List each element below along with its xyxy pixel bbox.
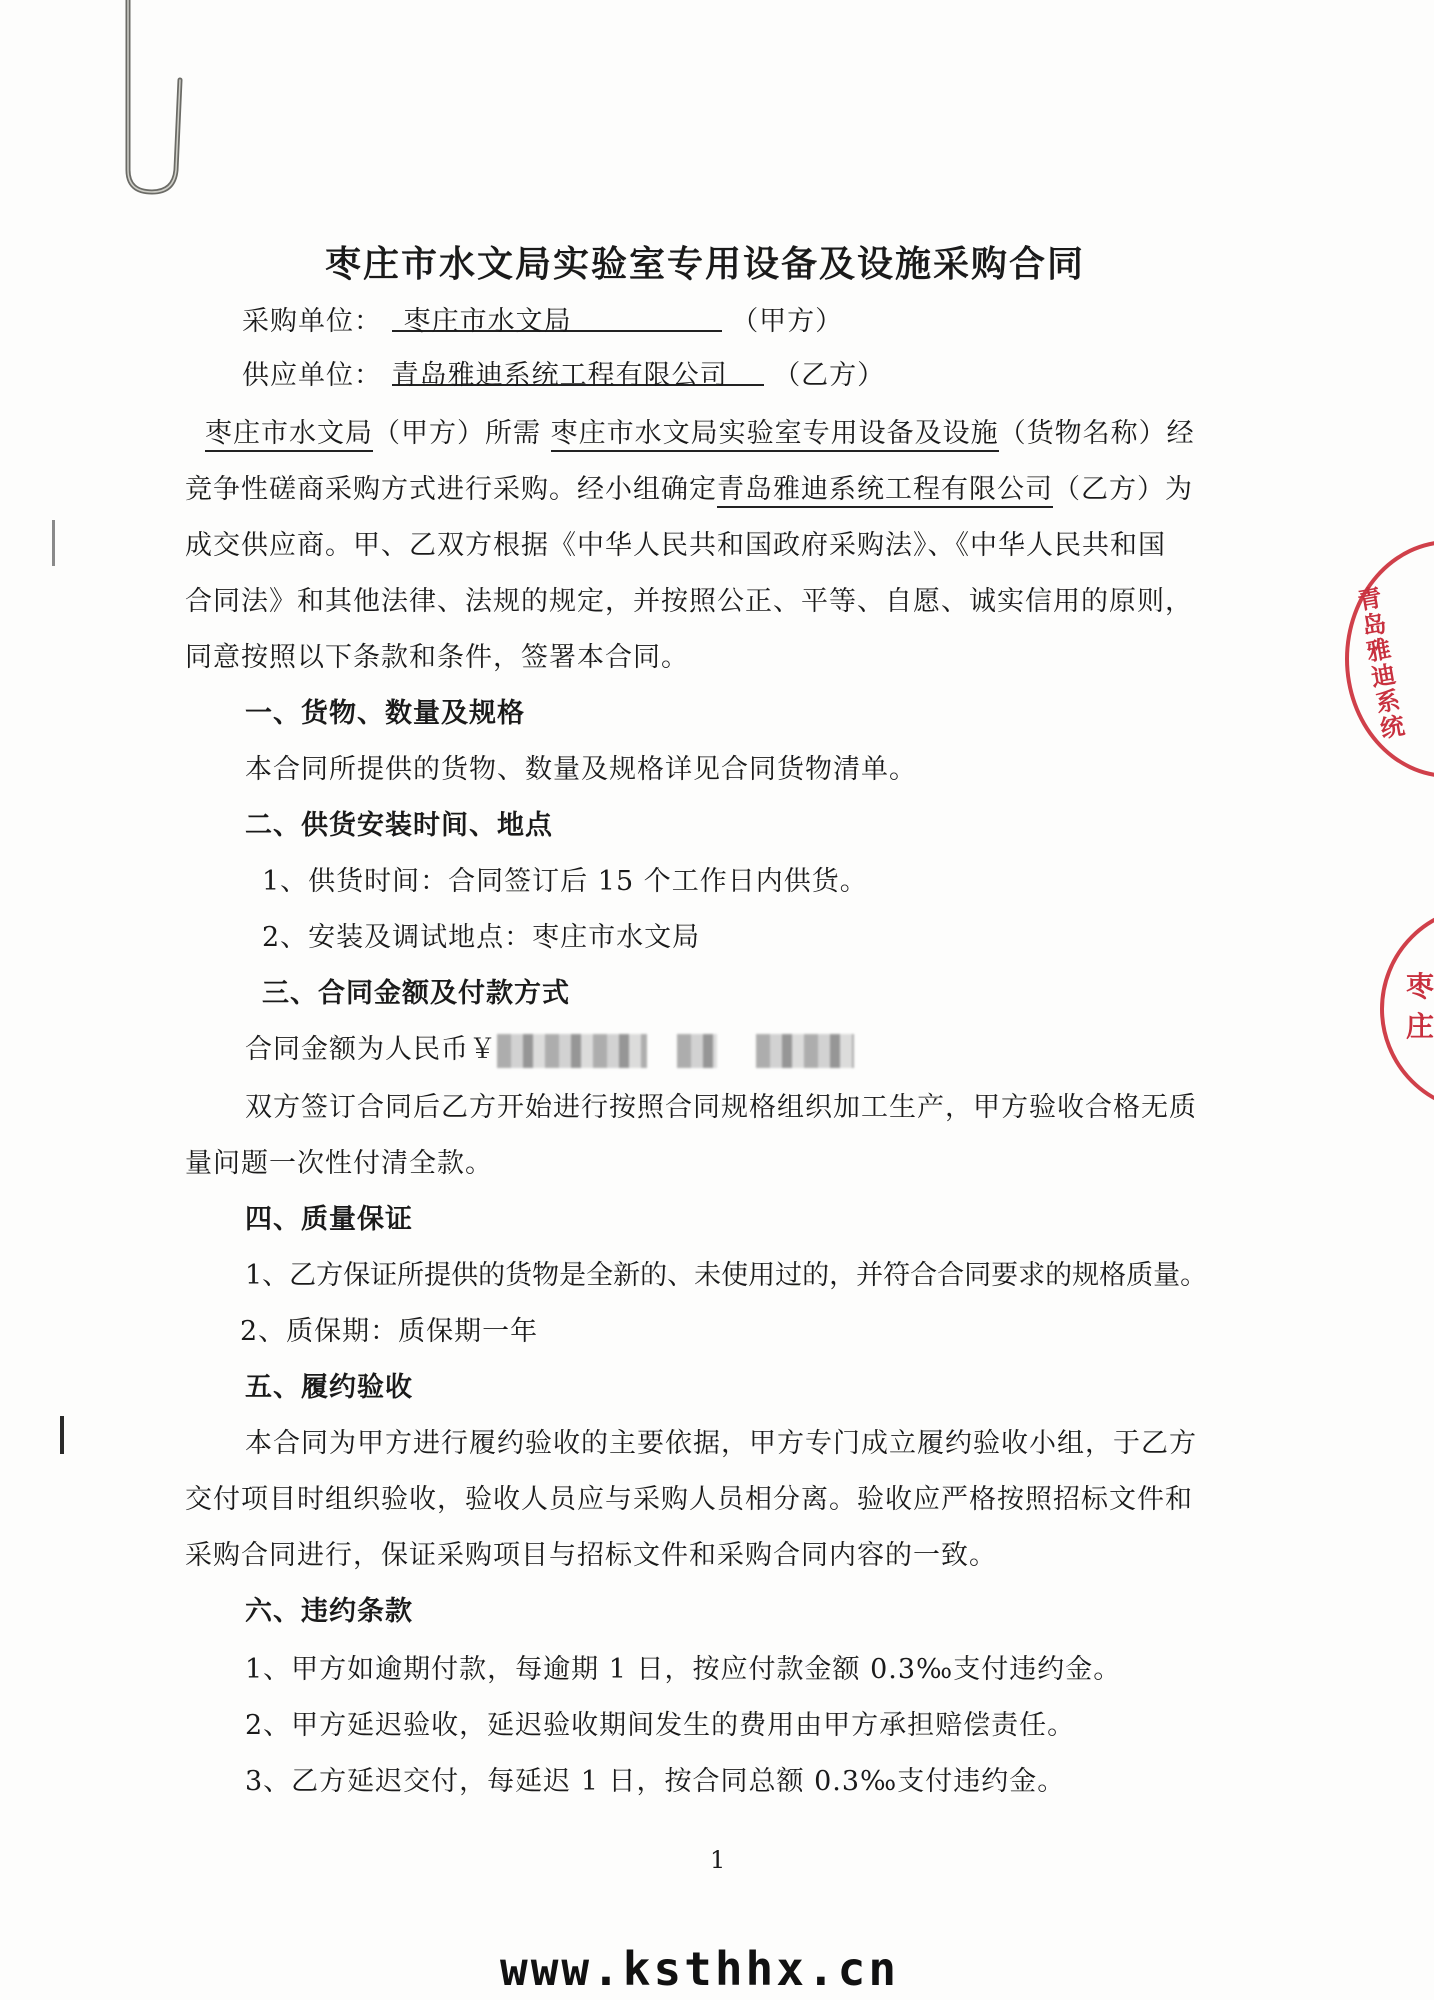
section-heading-breach: 六、违约条款 xyxy=(245,1596,413,1627)
section-heading-delivery: 二、供货安装时间、地点 xyxy=(245,810,553,841)
purchaser-name-underlined: 枣庄市水文局 xyxy=(205,418,373,452)
supplier-name-underlined: 青岛雅迪系统工程有限公司 xyxy=(717,474,1053,508)
purchaser-row xyxy=(242,302,843,342)
breach-item-3: 3、乙方延迟交付，每延迟 1 日，按合同总额 0.3‰支付违约金。 xyxy=(245,1766,1066,1797)
stamp-text: 青岛雅迪系统 xyxy=(1355,583,1407,744)
supplier-value: 青岛雅迪系统工程有限公司 xyxy=(391,360,728,391)
breach-item-1: 1、甲方如逾期付款，每逾期 1 日，按应付款金额 0.3‰支付违约金。 xyxy=(245,1654,1122,1685)
intro-line-3: 成交供应商。甲、乙双方根据《中华人民共和国政府采购法》、《中华人民共和国 xyxy=(185,530,1166,561)
supplier-row xyxy=(242,356,885,396)
acceptance-line-3: 采购合同进行，保证采购项目与招标文件和采购合同内容的一致。 xyxy=(185,1540,997,1571)
purchaser-label: 采购单位： xyxy=(242,306,382,337)
acceptance-line-1: 本合同为甲方进行履约验收的主要依据，甲方专门成立履约验收小组，于乙方 xyxy=(245,1428,1197,1459)
purchaser-seal-stamp xyxy=(1380,905,1434,1113)
purchaser-value-field xyxy=(392,302,722,337)
contract-title: 枣庄市水文局实验室专用设备及设施采购合同 xyxy=(325,244,1086,285)
redacted-amount xyxy=(756,1034,854,1068)
payment-line-2: 量问题一次性付清全款。 xyxy=(185,1148,493,1179)
company-seal-stamp xyxy=(1345,540,1434,778)
section-heading-goods: 一、货物、数量及规格 xyxy=(245,698,525,729)
intro-line-5: 同意按照以下条款和条件，签署本合同。 xyxy=(185,642,689,673)
margin-mark-upper xyxy=(52,520,55,566)
section-heading-quality: 四、质量保证 xyxy=(245,1204,413,1235)
quality-item-1: 1、乙方保证所提供的货物是全新的、未使用过的，并符合合同要求的规格质量。 xyxy=(245,1260,1208,1291)
purchaser-value: 枣庄市水文局 xyxy=(403,306,572,337)
goods-name-underlined: 枣庄市水文局实验室专用设备及设施 xyxy=(551,418,999,452)
warranty-item: 2、质保期：质保期一年 xyxy=(240,1316,539,1347)
contract-amount-row xyxy=(245,1030,854,1070)
intro-line-4: 合同法》和其他法律、法规的规定，并按照公正、平等、自愿、诚实信用的原则， xyxy=(185,586,1193,617)
page-number: 1 xyxy=(710,1846,726,1874)
install-location-item: 2、安装及调试地点：枣庄市水文局 xyxy=(262,922,701,953)
delivery-time-item: 1、供货时间：合同签订后 15 个工作日内供货。 xyxy=(262,866,868,897)
intro-line-1 xyxy=(205,414,1195,454)
supplier-label: 供应单位： xyxy=(242,360,382,391)
supplier-party: （乙方） xyxy=(773,360,886,391)
breach-item-2: 2、甲方延迟验收，延迟验收期间发生的费用由甲方承担赔偿责任。 xyxy=(245,1710,1076,1741)
margin-mark-lower xyxy=(60,1416,64,1454)
redacted-amount xyxy=(497,1034,647,1068)
supplier-value-field xyxy=(391,356,764,391)
stamp-text: 枣庄 xyxy=(1406,970,1434,1043)
intro-line-2 xyxy=(185,470,1193,510)
site-watermark: www.ksthhx.cn xyxy=(500,1942,900,1996)
intro-text: （乙方）为 xyxy=(1053,474,1193,505)
contract-amount-label: 合同金额为人民币￥ xyxy=(245,1034,497,1065)
intro-text: 竞争性磋商采购方式进行采购。经小组确定 xyxy=(185,474,717,505)
section-heading-acceptance: 五、履约验收 xyxy=(245,1372,413,1403)
section-goods-text: 本合同所提供的货物、数量及规格详见合同货物清单。 xyxy=(245,754,917,785)
section-heading-amount: 三、合同金额及付款方式 xyxy=(262,978,570,1009)
purchaser-party: （甲方） xyxy=(731,306,844,337)
paperclip-icon xyxy=(120,0,190,200)
intro-text: （甲方）所需 xyxy=(373,418,551,449)
intro-text: （货物名称）经 xyxy=(998,418,1195,449)
redacted-amount xyxy=(677,1034,717,1068)
payment-line-1: 双方签订合同后乙方开始进行按照合同规格组织加工生产，甲方验收合格无质 xyxy=(245,1092,1197,1123)
acceptance-line-2: 交付项目时组织验收，验收人员应与采购人员相分离。验收应严格按照招标文件和 xyxy=(185,1484,1193,1515)
